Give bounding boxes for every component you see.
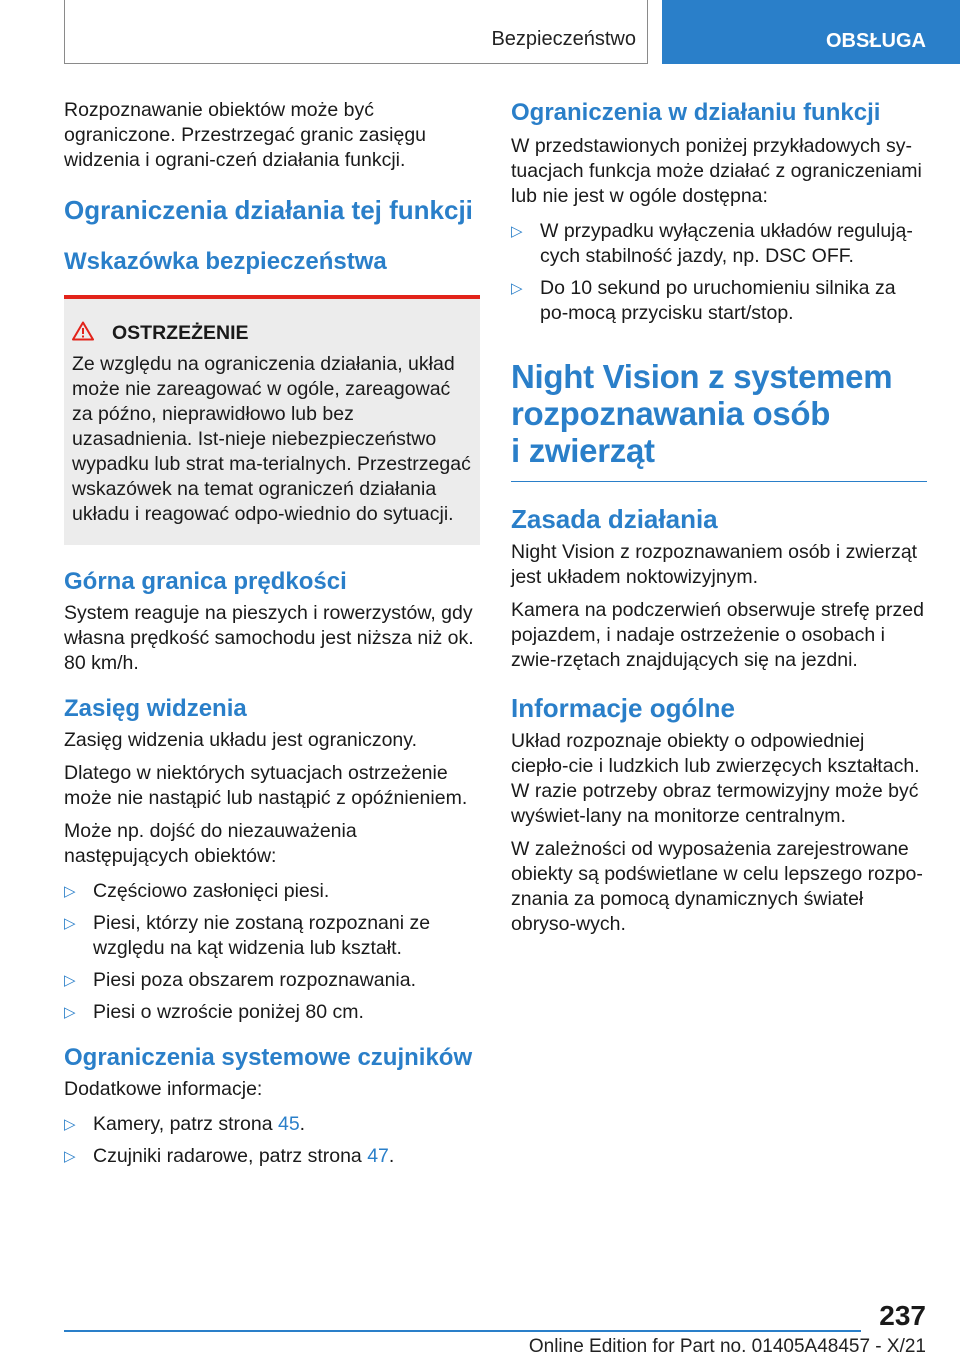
- principle-paragraph-2: Kamera na podczerwień obserwuje strefę przed pojazdem, i nadaje ostrzeżenie o osobach i zwie-rzętach znajdujących się na jezdni.: [511, 599, 924, 671]
- heading-general: Informacje ogólne: [511, 693, 735, 723]
- list-item: ▷ W przypadku wyłączenia układów regulują-cych stabilność jazdy, np. DSC OFF.: [511, 220, 913, 267]
- chapter-tab[interactable]: OBSŁUGA: [662, 0, 960, 64]
- triangle-bullet-icon: ▷: [64, 915, 76, 932]
- heading-sensors: Ograniczenia systemowe czujników: [64, 1044, 473, 1071]
- triangle-bullet-icon: ▷: [64, 883, 76, 900]
- heading-speed: Górna granica prędkości: [64, 568, 347, 595]
- footer-edition: Online Edition for Part no. 01405A48457 - X/21: [528, 1336, 926, 1357]
- sensors-intro: Dodatkowe informacje:: [64, 1078, 263, 1100]
- range-list: [64, 879, 480, 1025]
- speed-text: System reaguje na pieszych i rowerzystów, gdy własna prędkość samochodu jest niższa niż ok. 80 km/h.: [64, 602, 474, 674]
- triangle-bullet-icon: ▷: [64, 1004, 76, 1021]
- list-item: ▷ Częściowo zasłonięci piesi.: [64, 880, 330, 902]
- heading-function-limits: Ograniczenia w działaniu funkcji: [511, 99, 881, 126]
- triangle-bullet-icon: ▷: [64, 1116, 76, 1133]
- main-heading: Night Vision z systemem rozpoznawania osób i zwierząt: [511, 358, 893, 469]
- page-number: 237: [879, 1300, 926, 1331]
- triangle-bullet-icon: ▷: [64, 972, 76, 989]
- left-column: [64, 98, 480, 1177]
- triangle-bullet-icon: ▷: [511, 223, 523, 240]
- function-list: [511, 219, 927, 326]
- list-item: ▷ Kamery, patrz strona 45.: [64, 1113, 306, 1135]
- warning-title: OSTRZEŻENIE: [112, 322, 249, 344]
- sensor-list: [64, 1112, 480, 1169]
- function-intro: W przedstawionych poniżej przykładowych sy-tuacjach funkcja może działać z ograniczeniami lub nie jest w ogóle dostępna:: [511, 135, 922, 207]
- list-item: ▷ Piesi, którzy nie zostaną rozpoznani ze względu na kąt widzenia lub kształt.: [64, 912, 431, 959]
- range-paragraph-3: Może np. dojść do niezauważenia następujących obiektów:: [64, 820, 357, 867]
- list-item: ▷ Piesi poza obszarem rozpoznawania.: [64, 969, 417, 991]
- list-item: ▷ Piesi o wzroście poniżej 80 cm.: [64, 1001, 364, 1023]
- list-item: ▷ Do 10 sekund po uruchomieniu silnika za po-mocą przycisku start/stop.: [511, 277, 896, 324]
- heading-safety: Wskazówka bezpieczeństwa: [64, 248, 387, 275]
- triangle-bullet-icon: ▷: [511, 280, 523, 297]
- intro-paragraph: Rozpoznawanie obiektów może być ograniczone. Przestrzegać granic zasięgu widzenia i ograni-czeń działania funkcji.: [64, 99, 427, 171]
- list-item: ▷ Czujniki radarowe, patrz strona 47.: [64, 1145, 395, 1167]
- page-link-radar[interactable]: 47: [367, 1145, 389, 1167]
- general-paragraph-1: Układ rozpoznaje obiekty o odpowiedniej ciepło-cie i ludzkich lub zwierzęcych kształtach. W razie potrzeby obraz termowizyjny może być wyświet-lany na monitorze centralnym.: [511, 730, 920, 827]
- warning-header: [72, 321, 472, 346]
- page-link-cameras[interactable]: 45: [277, 1113, 300, 1135]
- warning-box: [64, 295, 480, 545]
- heading-limits: Ograniczenia działania tej funkcji: [64, 195, 473, 225]
- heading-divider: [511, 481, 927, 482]
- section-title: Bezpieczeństwo: [491, 28, 636, 50]
- heading-principle: Zasada działania: [511, 504, 718, 534]
- warning-text: Ze względu na ograniczenia działania, układ może nie zareagować w ogóle, zareagować za późno, nieprawidłowo lub bez uzasadnienia. Ist-nieje niebezpieczeństwo wypadku lub strat ma-terialnych. Przestrzegać wskazówek na temat ograniczeń działania układu i reagować odpo-wiednio do sytuacji.: [72, 353, 471, 525]
- triangle-bullet-icon: ▷: [64, 1148, 76, 1165]
- footer-divider: [64, 1330, 861, 1332]
- heading-range: Zasięg widzenia: [64, 695, 247, 722]
- warning-triangle-icon: [72, 321, 94, 346]
- general-paragraph-2: W zależności od wyposażenia zarejestrowane obiekty są podświetlane w celu lepszego rozpo-znania za pomocą dynamicznych świateł obryso-wych.: [511, 838, 923, 935]
- right-column: [511, 98, 927, 945]
- principle-paragraph-1: Night Vision z rozpoznawaniem osób i zwierząt jest układem noktowizyjnym.: [511, 541, 918, 588]
- range-paragraph-1: Zasięg widzenia układu jest ograniczony.: [64, 729, 417, 751]
- range-paragraph-2: Dlatego w niektórych sytuacjach ostrzeżenie może nie nastąpić lub nastąpić z opóźnieniem.: [64, 762, 468, 809]
